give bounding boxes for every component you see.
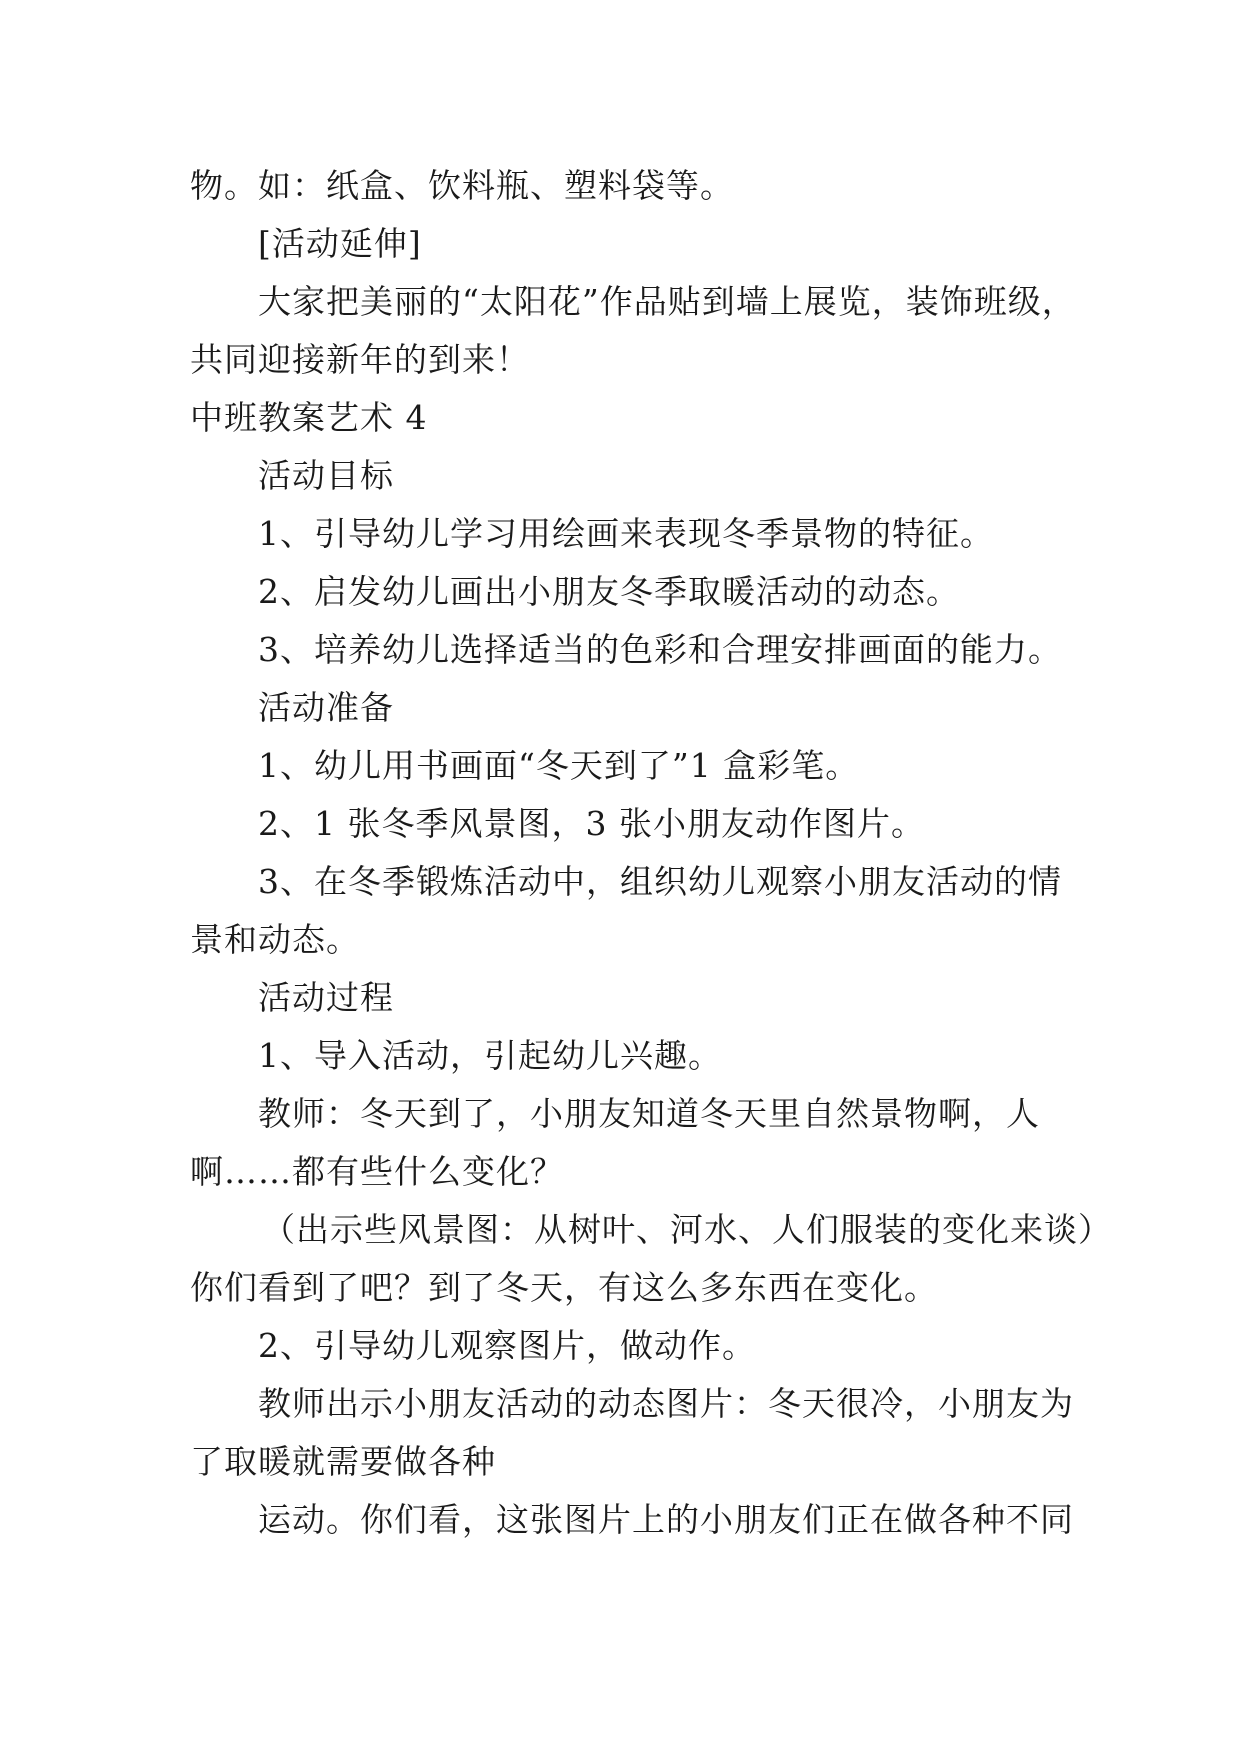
- section-heading: [活动延伸]: [258, 224, 422, 263]
- list-item: 1、引导幼儿学习用绘画来表现冬季景物的特征。: [258, 514, 994, 553]
- list-item: 2、引导幼儿观察图片，做动作。: [258, 1326, 756, 1365]
- text-line: 你们看到了吧？到了冬天，有这么多东西在变化。: [190, 1268, 938, 1307]
- section-heading: 活动准备: [258, 688, 394, 727]
- text-line: 共同迎接新年的到来！: [190, 340, 530, 379]
- text-line: 大家把美丽的“太阳花”作品贴到墙上展览，装饰班级，: [258, 282, 1076, 321]
- list-item: 3、培养幼儿选择适当的色彩和合理安排画面的能力。: [258, 630, 1062, 669]
- text-line: 景和动态。: [190, 920, 360, 959]
- list-item: 1、导入活动，引起幼儿兴趣。: [258, 1036, 722, 1075]
- lesson-title: 中班教案艺术 4: [190, 398, 428, 437]
- text-line: 物。如：纸盒、饮料瓶、塑料袋等。: [190, 166, 734, 205]
- list-item: 2、1 张冬季风景图，3 张小朋友动作图片。: [258, 804, 925, 843]
- list-item: 2、启发幼儿画出小朋友冬季取暖活动的动态。: [258, 572, 960, 611]
- list-item: 3、在冬季锻炼活动中，组织幼儿观察小朋友活动的情: [258, 862, 1062, 901]
- list-item: 1、幼儿用书画面“冬天到了”1 盒彩笔。: [258, 746, 860, 785]
- text-line: 运动。你们看，这张图片上的小朋友们正在做各种不同: [258, 1500, 1074, 1539]
- section-heading: 活动目标: [258, 456, 394, 495]
- text-line: 了取暖就需要做各种: [190, 1442, 496, 1481]
- text-line: 啊……都有些什么变化？: [190, 1152, 564, 1191]
- section-heading: 活动过程: [258, 978, 394, 1017]
- text-line: （出示些风景图：从树叶、河水、人们服装的变化来谈）: [262, 1210, 1112, 1249]
- text-line: 教师出示小朋友活动的动态图片：冬天很冷，小朋友为: [258, 1384, 1074, 1423]
- text-line: 教师：冬天到了，小朋友知道冬天里自然景物啊，人: [258, 1094, 1040, 1133]
